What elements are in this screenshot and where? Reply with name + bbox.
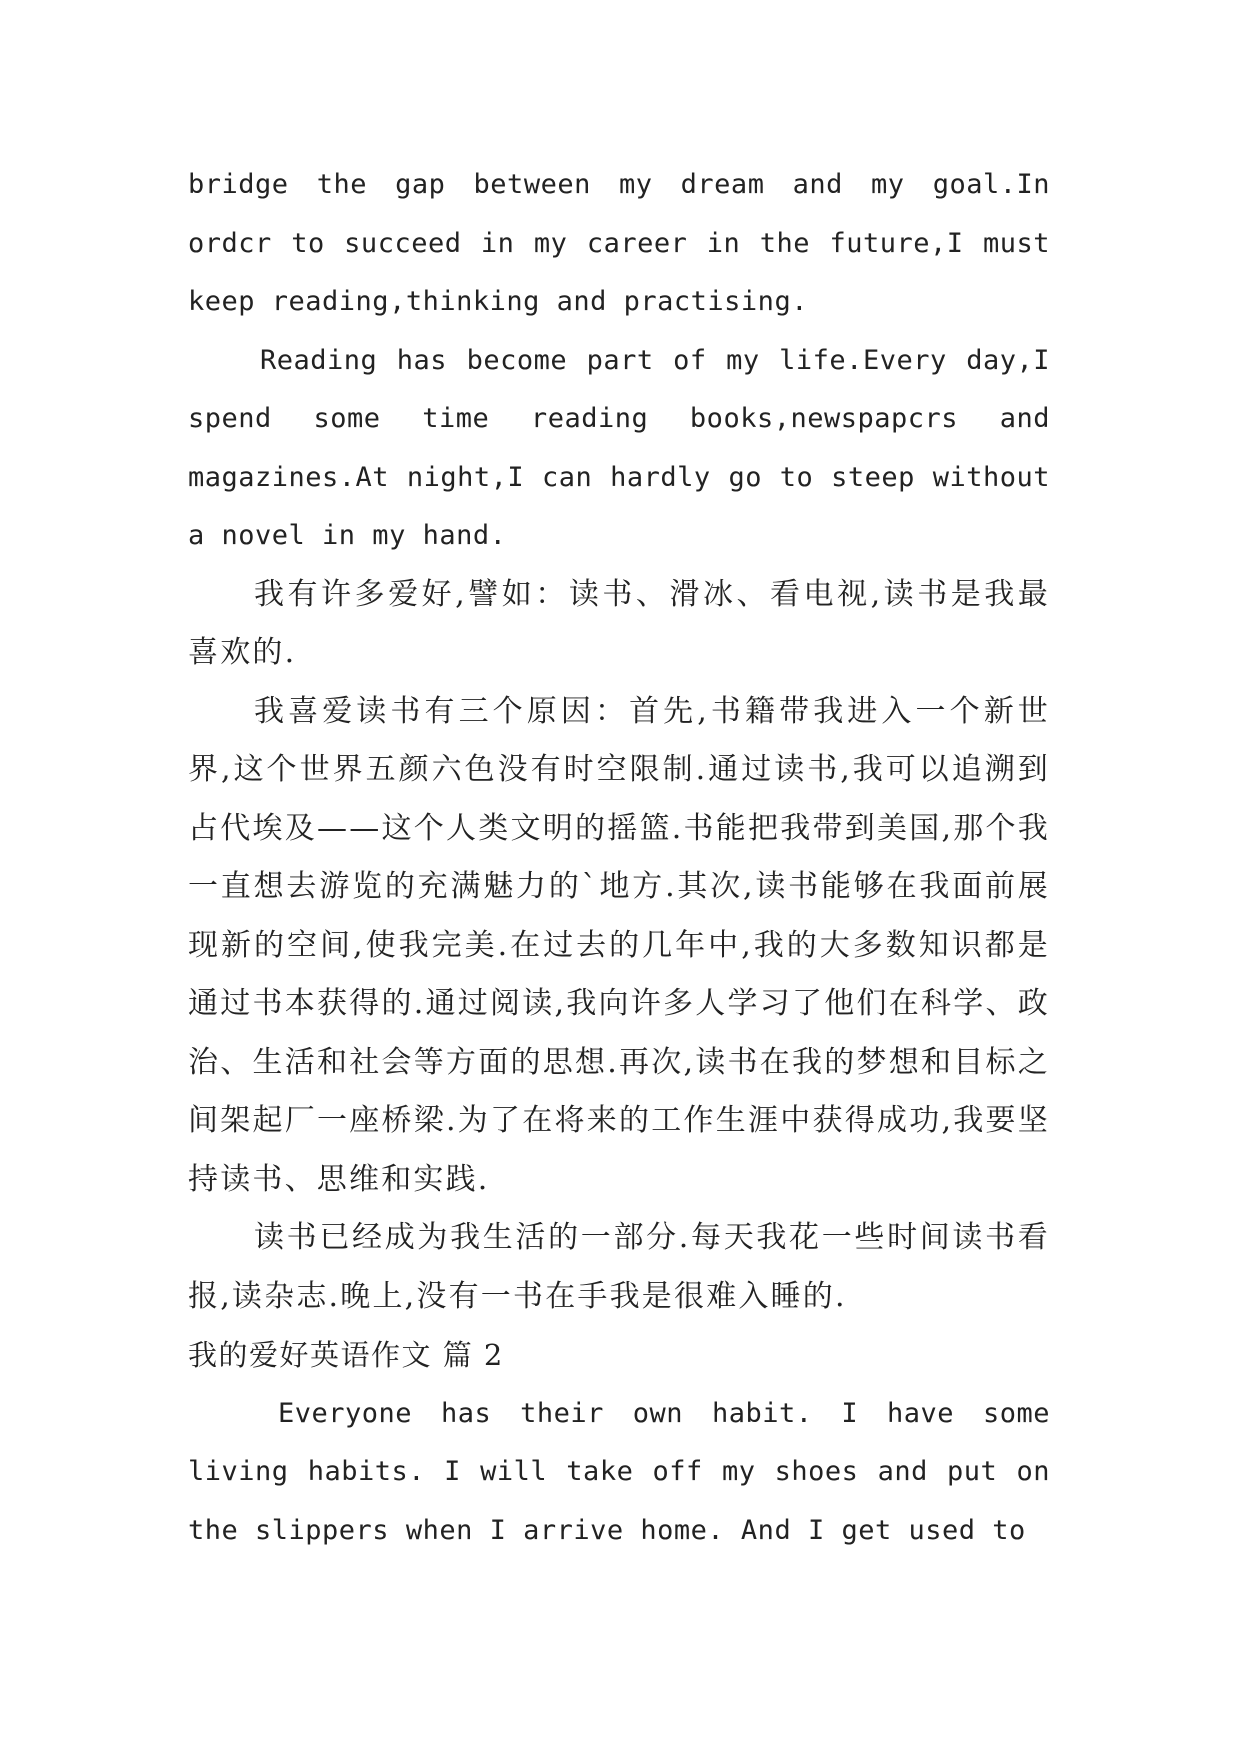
paragraph-english-2: Reading has become part of my life.Every day,I spend some time reading books,newspapcrs and magazines.At night,I can hardly go to steep without a novel in my hand. [188,344,1050,551]
section-heading: 我的爱好英语作文 篇 2 [188,1338,504,1372]
paragraph-english-1: bridge the gap between my dream and my goal.In ordcr to succeed in my career in the future,I must keep reading,thinking and practising. [188,169,1050,317]
document-page [188,156,1050,1560]
paragraph-chinese-3: 读书已经成为我生活的一部分.每天我花一些时间读书看报,读杂志.晚上,没有一书在手我是很难入睡的. [188,1220,1050,1314]
paragraph-english-3: Everyone has their own habit. I have some living habits. I will take off my shoes and put on the slippers when I arrive home. And I get used to [188,1397,1050,1546]
paragraph-chinese-1: 我有许多爱好,譬如：读书、滑冰、看电视,读书是我最喜欢的. [188,576,1050,670]
paragraph-chinese-2: 我喜爱读书有三个原因：首先,书籍带我进入一个新世界,这个世界五颜六色没有时空限制.通过读书,我可以追溯到占代埃及——这个人类文明的摇篮.书能把我带到美国,那个我一直想去游览的充满魅力的`地方.其次,读书能够在我面前展现新的空间,使我完美.在过去的几年中,我的大多数知识都是通过书本获得的.通过阅读,我向许多人学习了他们在科学、政治、生活和社会等方面的思想.再次,读书在我的梦想和目标之间架起厂一座桥梁.为了在将来的工作生涯中获得成功,我要坚持读书、思维和实践. [188,693,1050,1197]
